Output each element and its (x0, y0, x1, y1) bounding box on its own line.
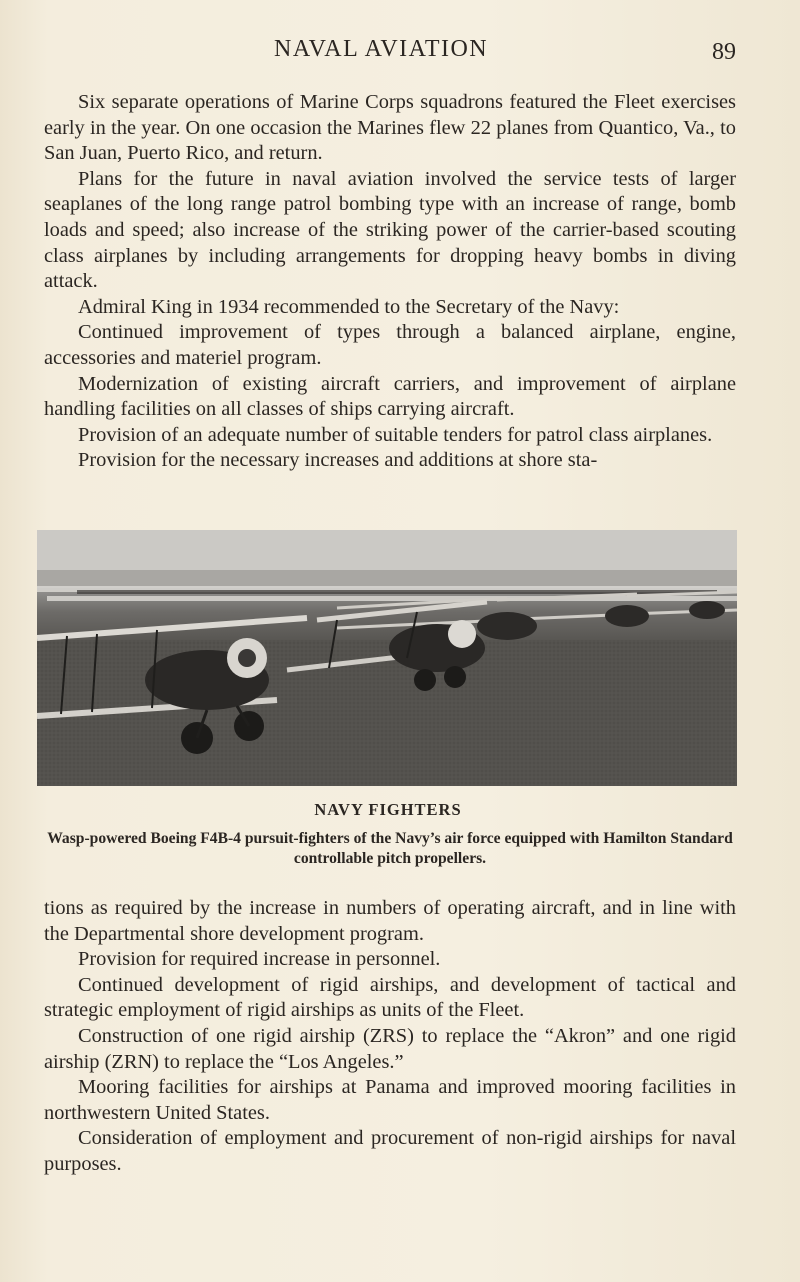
body-text-bottom (44, 896, 736, 1178)
figure-caption-text: Wasp-powered Boeing F4B-4 pursuit-fighters of the Navy’s air force equipped with Hamilton Standard controllable pitch propellers. (47, 830, 733, 867)
running-title: NAVAL AVIATION (274, 36, 489, 62)
body-text-top (44, 90, 736, 474)
paragraph: Consideration of employment and procurement of non-rigid airships for naval purposes. (44, 1127, 736, 1175)
paragraph-continuation: tions as required by the increase in numbers of operating aircraft, and in line with the Departmental shore development program. (44, 897, 736, 945)
figure-caption-title: NAVY FIGHTERS (314, 800, 462, 819)
paragraph: Continued improvement of types through a balanced airplane, engine, accessories and materiel program. (44, 321, 736, 369)
paragraph: Provision for required increase in personnel. (78, 948, 441, 971)
paragraph: Provision for the necessary increases and additions at shore sta- (78, 449, 598, 472)
paragraph: Six separate operations of Marine Corps squadrons featured the Fleet exercises early in the year. On one occasion the Marines flew 22 planes from Quantico, Va., to San Juan, Puerto Rico, and return. (44, 91, 736, 165)
navy-fighters-photo (37, 530, 737, 786)
paragraph: Continued development of rigid airships, and development of tactical and strategic employment of rigid airships as units of the Fleet. (44, 973, 736, 1022)
paragraph: Admiral King in 1934 recommended to the Secretary of the Navy: (78, 295, 620, 318)
page-number: 89 (712, 39, 736, 65)
paragraph: Mooring facilities for airships at Panama and improved mooring facilities in northwestern United States. (44, 1076, 736, 1124)
running-head (0, 36, 800, 68)
paragraph: Provision of an adequate number of suitable tenders for patrol class airplanes. (78, 423, 713, 446)
paragraph: Modernization of existing aircraft carriers, and improvement of airplane handling facilities on all classes of ships carrying aircraft. (44, 372, 736, 421)
paragraph: Plans for the future in naval aviation involved the service tests of larger seaplanes of the long range patrol bombing type with an increase of range, bomb loads and speed; also increase of the striking power of the carrier-based scouting class airplanes by including arrangements for dropping heavy bombs in diving attack. (44, 167, 736, 293)
paragraph: Construction of one rigid airship (ZRS) to replace the “Akron” and one rigid airship (ZRN) to replace the “Los Angeles.” (44, 1024, 736, 1073)
